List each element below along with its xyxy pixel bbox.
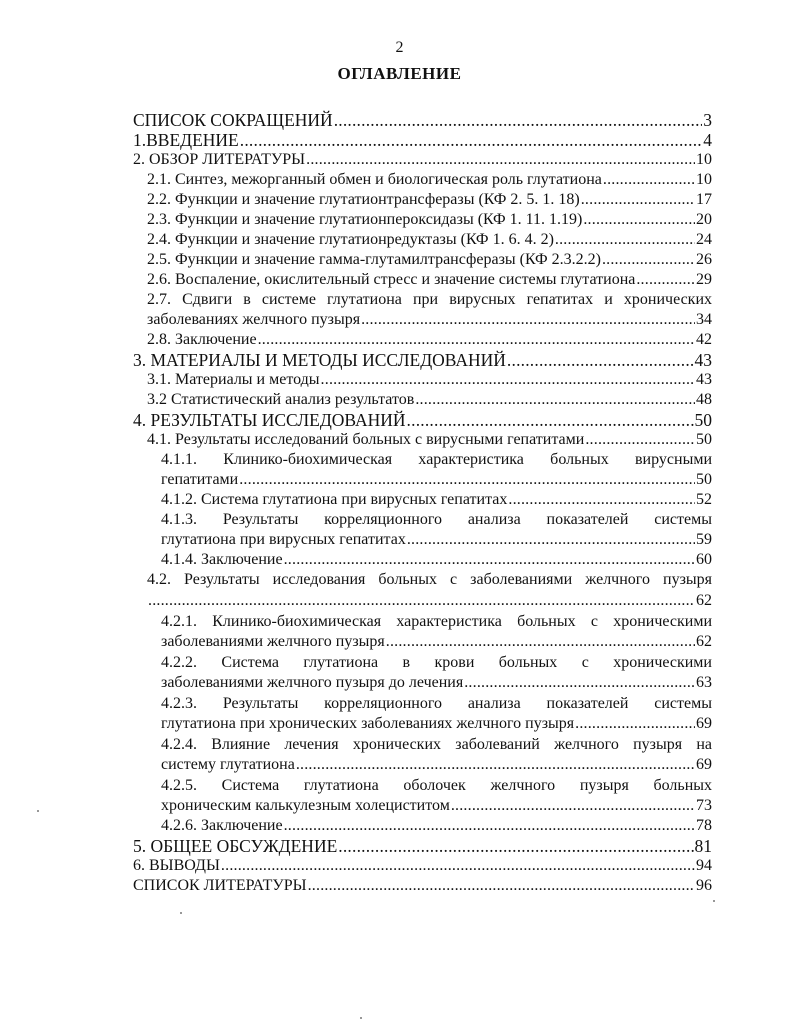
- toc-entry-materials-methods[interactable]: [133, 350, 712, 370]
- toc-entry-page: 69: [696, 715, 712, 732]
- toc-entry-4-2-1[interactable]: [161, 632, 712, 652]
- toc-entry-title: 2. ОБЗОР ЛИТЕРАТУРЫ: [133, 151, 306, 168]
- toc-entry-page: 62: [696, 592, 712, 609]
- toc-entry-title: 3. МАТЕРИАЛЫ И МЕТОДЫ ИССЛЕДОВАНИЙ: [133, 350, 506, 370]
- toc-entry-title: заболеваниями желчного пузыря: [161, 633, 385, 650]
- toc-entry-4-2-4-line1[interactable]: 4.2.4. Влияние лечения хронических заболеваний желчного пузыря на: [161, 736, 712, 753]
- toc-entry-2-2[interactable]: [147, 190, 712, 210]
- toc-entry-page: 81: [694, 836, 712, 856]
- toc-entry-page: 26: [696, 251, 712, 268]
- toc-entry-4-2-1-line1[interactable]: 4.2.1. Клинико-биохимическая характеристика больных с хроническими: [161, 613, 712, 630]
- toc-entry-title: 4.1.4. Заключение: [161, 551, 283, 568]
- toc-entry-title: глутатиона при вирусных гепатитах: [161, 531, 406, 548]
- toc-entry-results[interactable]: [133, 410, 712, 430]
- toc-entry-page: 43: [694, 350, 712, 370]
- toc-entry-4-2-2[interactable]: [161, 673, 712, 693]
- toc-entry-4-1-1-line1[interactable]: 4.1.1. Клинико-биохимическая характеристика больных вирусными: [161, 451, 712, 468]
- toc-entry-page: 73: [696, 797, 712, 814]
- toc-entry-title: 4.1.2. Система глутатиона при вирусных гепатитах: [161, 491, 508, 508]
- toc-entry-2-5[interactable]: [147, 250, 712, 270]
- toc-entry-3-2[interactable]: [147, 390, 712, 410]
- toc-entry-page: 59: [696, 531, 712, 548]
- toc-entry-3-1[interactable]: [147, 370, 712, 390]
- toc-entry-title: 2.2. Функции и значение глутатионтрансферазы (КФ 2. 5. 1. 18): [147, 191, 580, 208]
- toc-entry-title: 2.8. Заключение: [147, 331, 257, 348]
- toc-entry-introduction[interactable]: [133, 130, 712, 150]
- toc-entry-page: 63: [696, 674, 712, 691]
- toc-entry-title: гепатитами: [161, 471, 239, 488]
- toc-entry-page: 60: [696, 551, 712, 568]
- toc-entry-title: 2.3. Функции и значение глутатионпероксидазы (КФ 1. 11. 1.19): [147, 211, 583, 228]
- toc-entry-4-1-3[interactable]: [161, 530, 712, 550]
- toc-entry-4-2-5[interactable]: [161, 796, 712, 816]
- toc-entry-page: 69: [696, 756, 712, 773]
- toc-entry-title: заболеваниях желчного пузыря: [147, 311, 361, 328]
- toc-entry-4-1-1[interactable]: [161, 470, 712, 490]
- toc-entry-title: 4.2.6. Заключение: [161, 817, 283, 834]
- toc-entry-references[interactable]: [133, 876, 712, 896]
- toc-entry-title: 6. ВЫВОДЫ: [133, 857, 220, 874]
- toc-entry-title: 2.6. Воспаление, окислительный стресс и значение системы глутатиона: [147, 271, 636, 288]
- toc-entry-page: 42: [696, 331, 712, 348]
- toc-entry-page: 50: [696, 471, 712, 488]
- toc-entry-2-6[interactable]: [147, 270, 712, 290]
- toc-entry-title: 2.4. Функции и значение глутатионредуктазы (КФ 1. 6. 4. 2): [147, 231, 554, 248]
- toc-entry-2-4[interactable]: [147, 230, 712, 250]
- toc-entry-abbreviations[interactable]: [133, 110, 712, 130]
- toc-entry-2-7[interactable]: [147, 310, 712, 330]
- toc-entry-4-2-line1[interactable]: 4.2. Результаты исследования больных с заболеваниями желчного пузыря: [147, 571, 712, 588]
- toc-entry-2-1[interactable]: [147, 170, 712, 190]
- toc-entry-title: 4. РЕЗУЛЬТАТЫ ИССЛЕДОВАНИЙ: [133, 410, 406, 430]
- toc-entry-4-2-4[interactable]: [161, 755, 712, 775]
- toc-entry-page: 10: [696, 171, 712, 188]
- toc-entry-4-1-2[interactable]: [161, 490, 712, 510]
- toc-entry-page: 43: [696, 371, 712, 388]
- toc-entry-page: 29: [696, 271, 712, 288]
- toc-entry-4-1-3-line1[interactable]: 4.1.3. Результаты корреляционного анализа показателей системы: [161, 511, 712, 528]
- toc-entry-4-2-3-line1[interactable]: 4.2.3. Результаты корреляционного анализа показателей системы: [161, 695, 712, 712]
- toc-entry-conclusions[interactable]: [133, 856, 712, 876]
- toc-entry-page: 50: [696, 431, 712, 448]
- toc-entry-title: глутатиона при хронических заболеваниях желчного пузыря: [161, 715, 575, 732]
- toc-entry-page: 17: [696, 191, 712, 208]
- toc-entry-page: 94: [696, 857, 712, 874]
- toc-entry-title: хроническим калькулезным холециститом: [161, 797, 450, 814]
- toc-entry-title: заболеваниями желчного пузыря до лечения: [161, 674, 464, 691]
- toc-entry-4-2-2-line1[interactable]: 4.2.2. Система глутатиона в крови больных с хроническими: [161, 654, 712, 671]
- toc-entry-page: 3: [703, 110, 712, 130]
- toc-entry-4-2-6[interactable]: [161, 816, 712, 836]
- toc-entry-page: 50: [694, 410, 712, 430]
- toc-entry-general-discussion[interactable]: [133, 836, 712, 856]
- toc-entry-page: 4: [703, 130, 712, 150]
- toc-entry-title: 3.2 Статистический анализ результатов: [147, 391, 415, 408]
- toc-entry-title: СПИСОК ЛИТЕРАТУРЫ: [133, 877, 307, 894]
- toc-entry-4-2-5-line1[interactable]: 4.2.5. Система глутатиона оболочек желчного пузыря больных: [161, 777, 712, 794]
- toc-entry-title: СПИСОК СОКРАЩЕНИЙ: [133, 110, 333, 130]
- toc-entry-2-3[interactable]: [147, 210, 712, 230]
- toc-entry-page: 48: [696, 391, 712, 408]
- scan-speck: [37, 810, 39, 812]
- toc-entry-4-2-3[interactable]: [161, 714, 712, 734]
- toc-entry-title: 5. ОБЩЕЕ ОБСУЖДЕНИЕ: [133, 836, 338, 856]
- toc-heading: ОГЛАВЛЕНИЕ: [337, 64, 462, 83]
- toc-entry-2-8[interactable]: [147, 330, 712, 350]
- toc-entry-title: 3.1. Материалы и методы: [147, 371, 320, 388]
- scan-speck: [360, 1017, 362, 1019]
- toc-entry-title: 2.1. Синтез, межорганный обмен и биологическая роль глутатиона: [147, 171, 602, 188]
- toc-entry-2-7-line1[interactable]: 2.7. Сдвиги в системе глутатиона при вирусных гепатитах и хронических: [147, 291, 712, 308]
- scan-speck: [713, 900, 715, 902]
- scan-speck: [180, 912, 182, 914]
- toc-entry-page: 52: [696, 491, 712, 508]
- toc-entry-page: 34: [696, 311, 712, 328]
- toc-entry-4-1[interactable]: [147, 430, 712, 450]
- toc-entry-4-2[interactable]: [147, 591, 712, 611]
- toc-entry-page: 20: [696, 211, 712, 228]
- toc-entry-page: 96: [696, 877, 712, 894]
- toc-entry-title: 4.1. Результаты исследований больных с вирусными гепатитами: [147, 431, 585, 448]
- toc-entry-page: 78: [696, 817, 712, 834]
- toc-entry-literature-review[interactable]: [133, 150, 712, 170]
- toc-entry-title: 2.5. Функции и значение гамма-глутамилтрансферазы (КФ 2.3.2.2): [147, 251, 601, 268]
- page-number: 2: [395, 39, 404, 56]
- toc-entry-page: 10: [696, 151, 712, 168]
- toc-entry-page: 62: [696, 633, 712, 650]
- toc-entry-4-1-4[interactable]: [161, 550, 712, 570]
- toc-entry-page: 24: [696, 231, 712, 248]
- toc-entry-title: 1.ВВЕДЕНИЕ: [133, 130, 239, 150]
- toc-entry-title: систему глутатиона: [161, 756, 295, 773]
